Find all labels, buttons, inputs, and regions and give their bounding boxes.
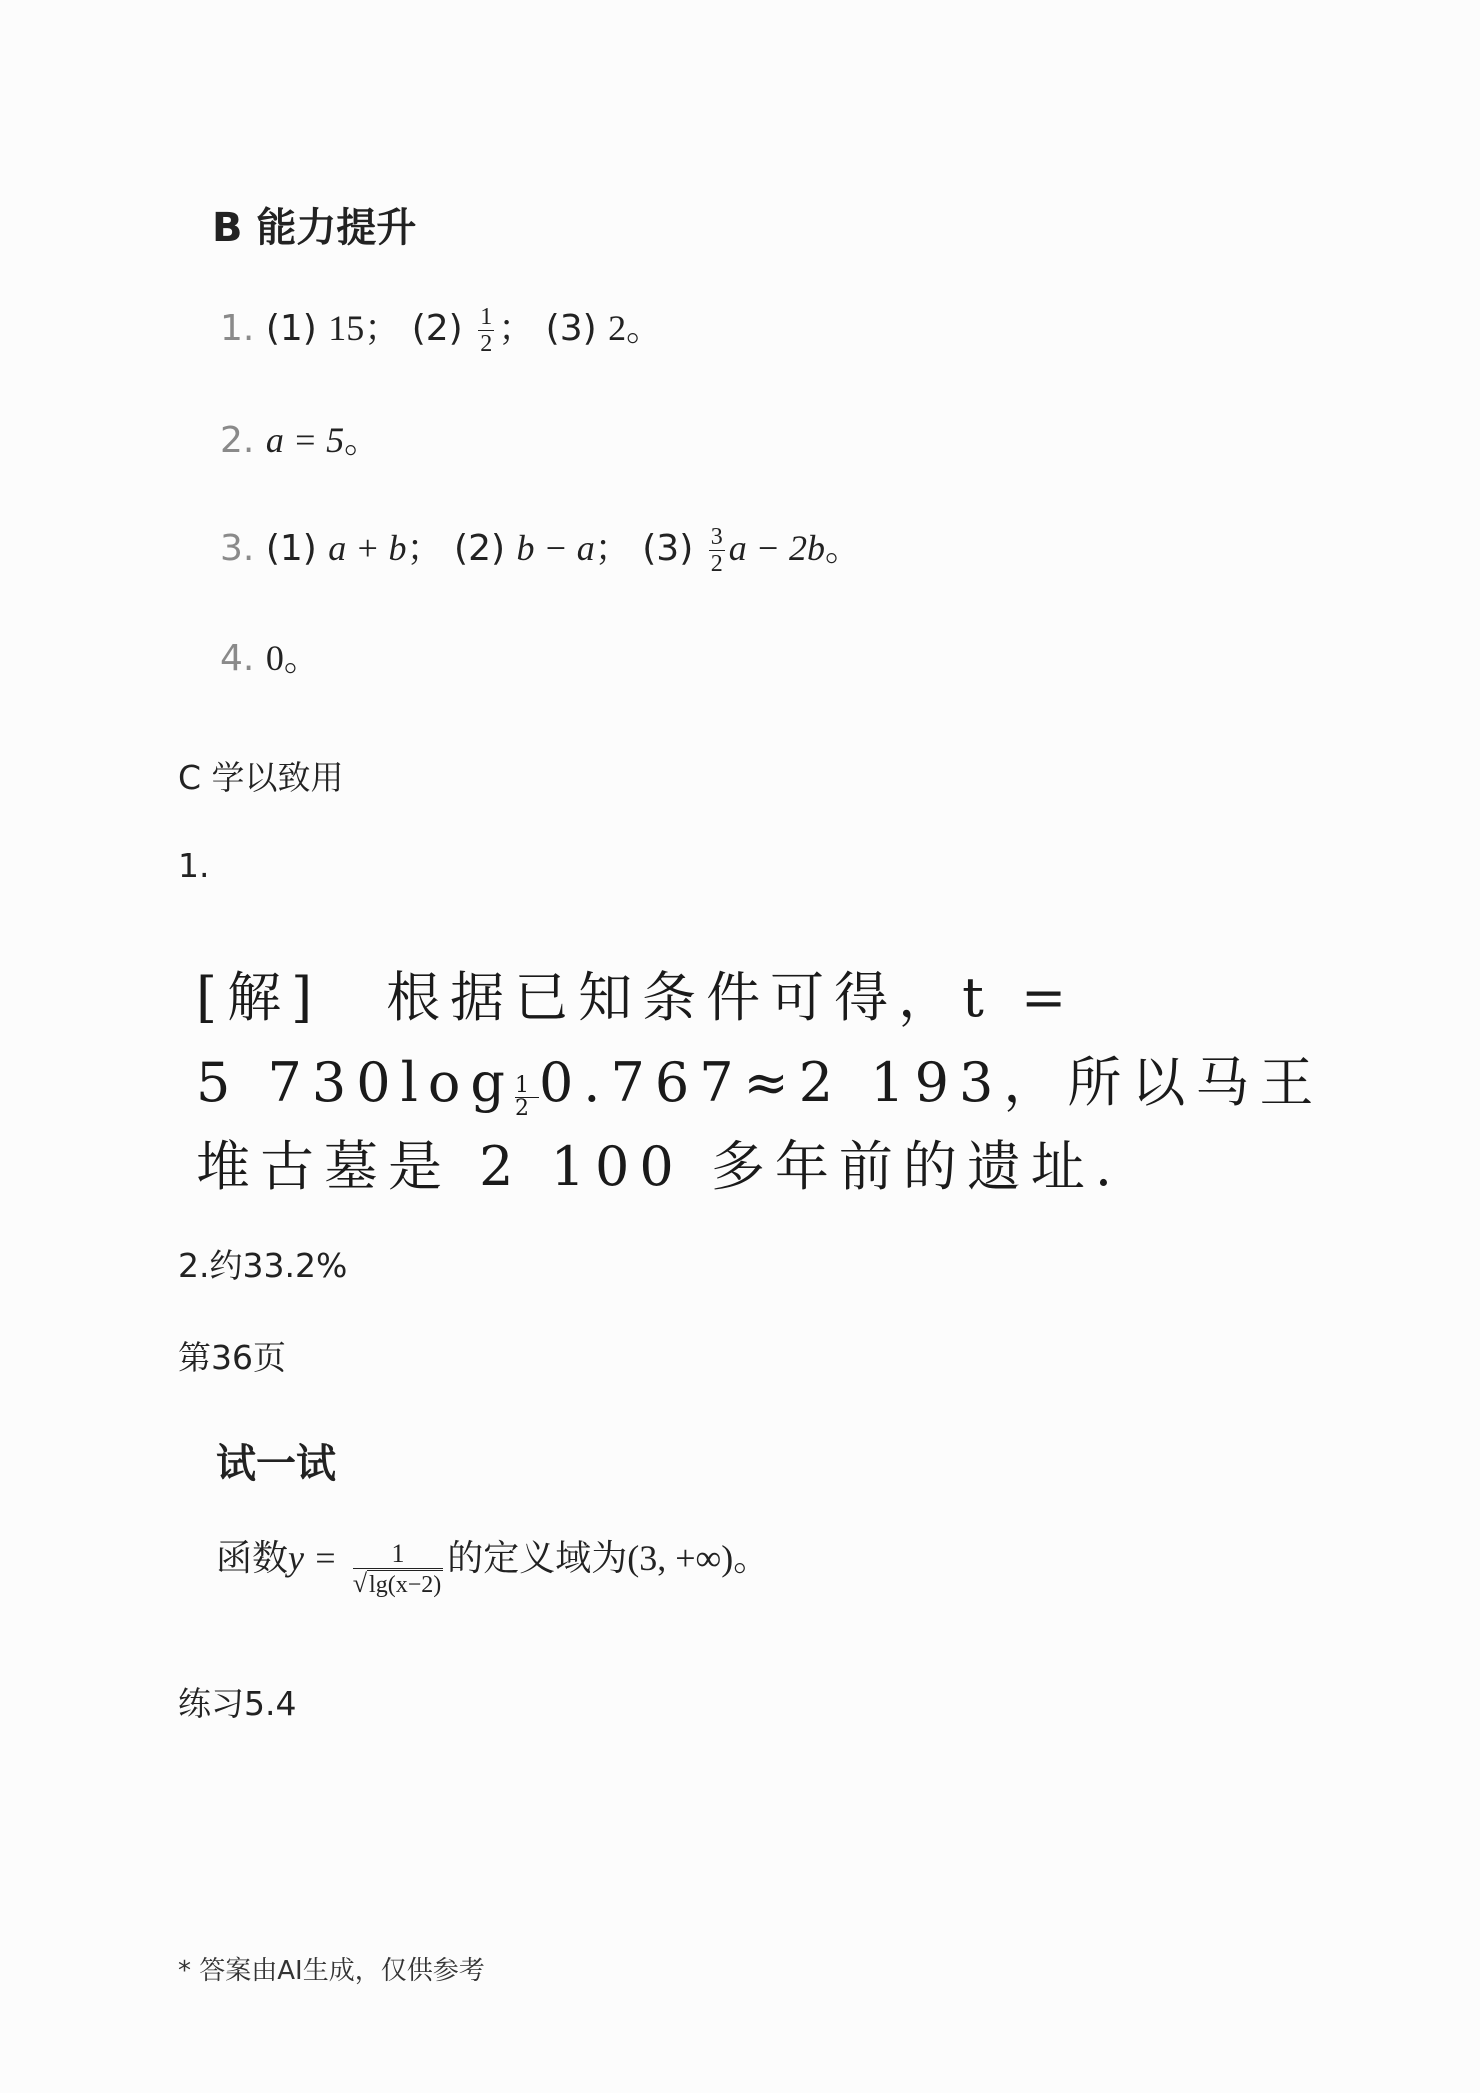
period: 。 — [626, 308, 663, 349]
section-c-title: C 学以致用 — [178, 758, 344, 797]
fraction-denominator: 2 — [514, 1096, 539, 1121]
part-label: (1) — [265, 308, 317, 349]
statement-text: 的定义域为 — [447, 1538, 628, 1579]
fraction-numerator: 1 — [480, 303, 493, 330]
fraction-numerator: 1 — [353, 1541, 443, 1569]
part-label: (2) — [454, 528, 506, 569]
answer-expression: a − 2b — [728, 528, 825, 568]
solution-line-3: 堆古墓是 2 100 多年前的遗址. — [196, 1135, 1123, 1198]
question-1-label: 1. — [178, 846, 210, 885]
answer-expression: a + b — [328, 528, 407, 568]
fraction-numerator: 3 — [710, 523, 723, 550]
item-number: 2. — [220, 420, 255, 461]
separator: ； — [406, 528, 443, 569]
item-number: 4. — [220, 638, 255, 679]
item-number: 1. — [220, 308, 255, 349]
answer-expression: a = 5 — [265, 420, 345, 460]
solution-line-1: [解] 根据已知条件可得，t = — [196, 966, 1077, 1029]
page-number-label: 第36页 — [178, 1338, 286, 1377]
part-label: (2) — [411, 308, 463, 349]
solution-text: 5 730log — [196, 1051, 515, 1114]
period: 。 — [733, 1538, 770, 1579]
part-label: (1) — [265, 528, 317, 569]
separator: ； — [498, 308, 535, 349]
exercise-label: 练习5.4 — [178, 1684, 297, 1723]
item-number: 3. — [220, 528, 255, 569]
fraction — [709, 525, 725, 576]
fraction-denominator: √lg(x−2) — [352, 1569, 442, 1598]
answer-value: 15 — [328, 308, 365, 348]
fraction-denominator: 2 — [710, 550, 723, 577]
period: 。 — [283, 638, 320, 679]
domain-interval: (3, +∞) — [627, 1538, 734, 1578]
answer-value: 2 — [608, 308, 627, 348]
fraction-numerator: 1 — [514, 1073, 539, 1098]
part-label: (3) — [545, 308, 597, 349]
period: 。 — [344, 420, 381, 461]
log-base-fraction — [515, 1075, 539, 1120]
answer-expression: 0 — [265, 638, 284, 678]
separator: ； — [594, 528, 631, 569]
sqrt-radicand: lg(x−2) — [369, 1572, 442, 1598]
function-expression: y = — [288, 1538, 338, 1578]
solution-text: 0.767≈2 193，所以马王 — [538, 1051, 1324, 1114]
answer-expression: b − a — [516, 528, 595, 568]
question-2-answer: 2.约33.2% — [178, 1246, 348, 1285]
section-b-item-4 — [220, 630, 320, 681]
fraction — [478, 305, 494, 356]
section-b-item-3 — [220, 520, 861, 576]
try-it-statement — [216, 1530, 769, 1597]
section-b-item-2 — [220, 412, 380, 463]
section-b-title: B 能力提升 — [212, 205, 417, 251]
statement-text: 函数 — [216, 1538, 289, 1579]
solution-line-2 — [196, 1040, 1323, 1120]
try-it-title: 试一试 — [216, 1441, 336, 1487]
section-b-item-1 — [220, 300, 662, 356]
part-label: (3) — [642, 528, 694, 569]
fraction-denominator: 2 — [480, 330, 493, 357]
footer-note: * 答案由AI生成，仅供参考 — [178, 1956, 485, 1986]
fraction — [353, 1541, 443, 1597]
separator: ； — [364, 308, 401, 349]
period: 。 — [825, 528, 862, 569]
